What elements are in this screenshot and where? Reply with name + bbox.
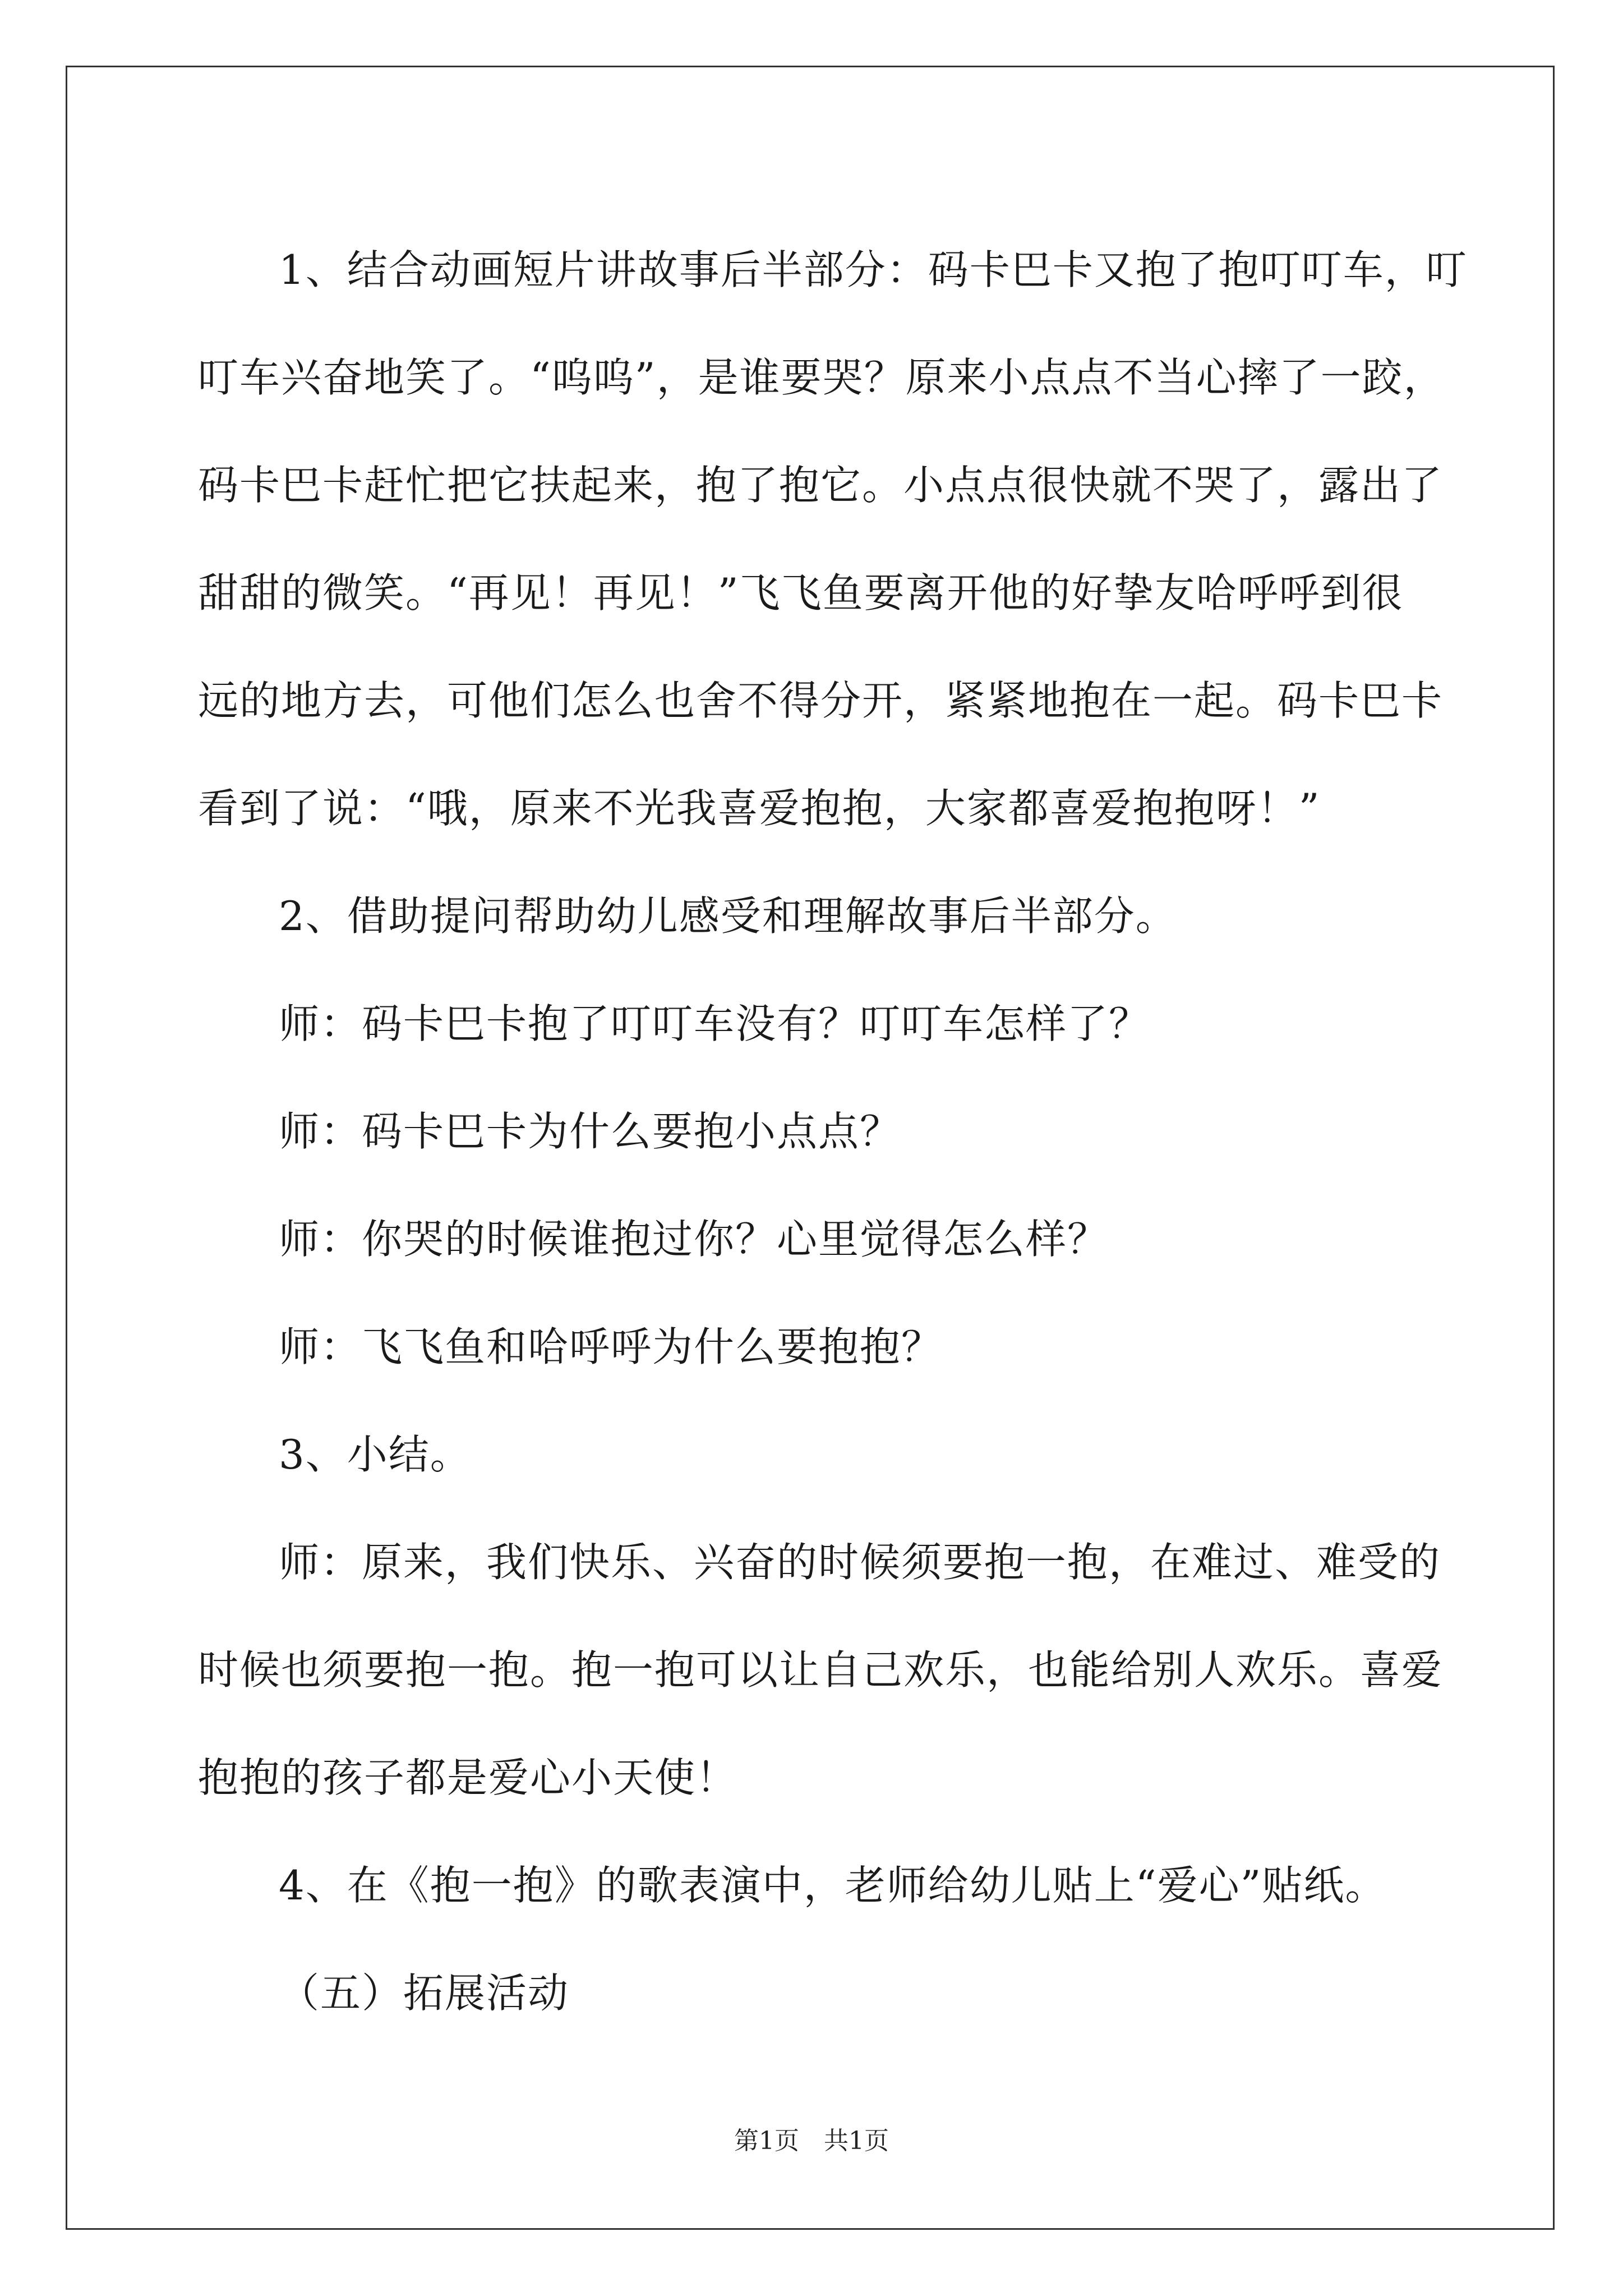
text-line: 看到了说：“哦，原来不光我喜爱抱抱，大家都喜爱抱抱呀！” (198, 785, 1321, 832)
text-line: 叮车兴奋地笑了。“呜呜”，是谁要哭？原来小点点不当心摔了一跤， (198, 354, 1445, 401)
text-line: 远的地方去，可他们怎么也舍不得分开，紧紧地抱在一起。码卡巴卡 (198, 677, 1444, 724)
text-line: 1、结合动画短片讲故事后半部分：码卡巴卡又抱了抱叮叮车，叮 (279, 246, 1468, 293)
document-body (198, 216, 1468, 2047)
text-line: 师：原来，我们快乐、兴奋的时候须要抱一抱，在难过、难受的 (279, 1539, 1441, 1586)
question-line: 师：码卡巴卡为什么要抱小点点？ (279, 1108, 902, 1155)
page-number: 第1页 共1页 (734, 2127, 889, 2155)
section-heading: （五）拓展活动 (279, 1970, 570, 2017)
text-line: 甜甜的微笑。“再见！再见！”飞飞鱼要离开他的好挚友哈呼呼到很 (198, 569, 1404, 616)
text-line: 4、在《抱一抱》的歌表演中，老师给幼儿贴上“爱心”贴纸。 (279, 1862, 1387, 1909)
question-line: 师：你哭的时候谁抱过你？心里觉得怎么样？ (279, 1216, 1109, 1263)
text-line: 时候也须要抱一抱。抱一抱可以让自己欢乐，也能给别人欢乐。喜爱 (198, 1646, 1444, 1694)
text-line: 码卡巴卡赶忙把它扶起来，抱了抱它。小点点很快就不哭了，露出了 (198, 462, 1444, 509)
question-line: 师：码卡巴卡抱了叮叮车没有？叮叮车怎样了？ (279, 1000, 1151, 1047)
section-label: 3、小结。 (279, 1431, 472, 1478)
text-line: 抱抱的孩子都是爱心小天使！ (198, 1754, 738, 1801)
question-line: 师：飞飞鱼和哈呼呼为什么要抱抱？ (279, 1323, 943, 1370)
text-line: 2、借助提问帮助幼儿感受和理解故事后半部分。 (279, 892, 1177, 940)
